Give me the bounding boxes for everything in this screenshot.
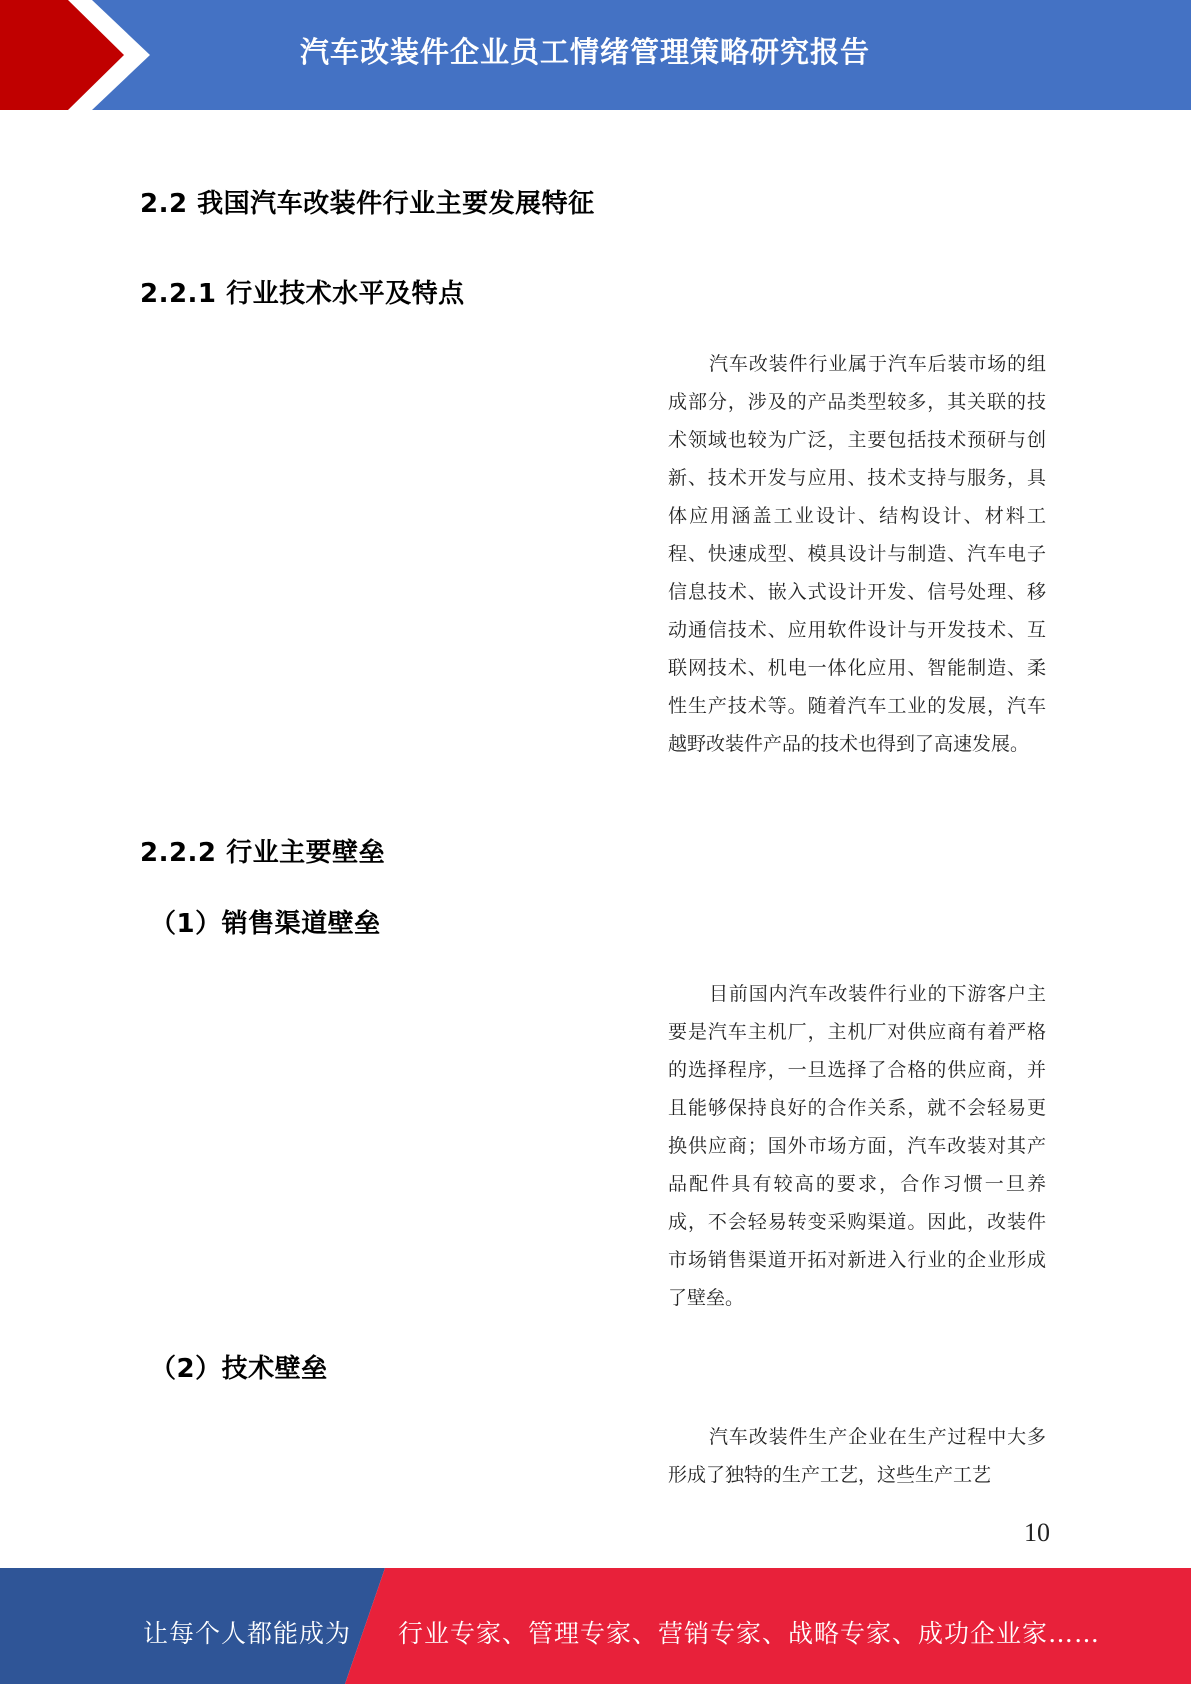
subheading-sales-channel-barrier: （1）销售渠道壁垒 [150, 909, 381, 939]
document-title: 汽车改装件企业员工情绪管理策略研究报告 [300, 35, 871, 69]
header-chevron-icon [0, 0, 160, 110]
page-number: 10 [1024, 1518, 1050, 1547]
footer-band [0, 1568, 1191, 1684]
subheading-technology-barrier: （2）技术壁垒 [150, 1354, 328, 1384]
section-heading-2-2-2: 2.2.2 行业主要壁垒 [140, 838, 386, 868]
footer-slogan-right: 行业专家、管理专家、营销专家、战略专家、成功企业家…… [398, 1619, 1101, 1648]
section-heading-2-2-1: 2.2.1 行业技术水平及特点 [140, 279, 465, 309]
paragraph-sales-channel: 目前国内汽车改装件行业的下游客户主要是汽车主机厂，主机厂对供应商有着严格的选择程序，一旦选择了合格的供应商，并且能够保持良好的合作关系，就不会轻易更换供应商；国外市场方面，汽车改装对其产品配件具有较高的要求，合作习惯一旦养成，不会轻易转变采购渠道。因此，改装件市场销售渠道开拓对新进入行业的企业形成了壁垒。 [668, 983, 1046, 1309]
paragraph-tech-level: 汽车改装件行业属于汽车后装市场的组成部分，涉及的产品类型较多，其关联的技术领域也较为广泛，主要包括技术预研与创新、技术开发与应用、技术支持与服务，具体应用涵盖工业设计、结构设计、材料工程、快速成型、模具设计与制造、汽车电子信息技术、嵌入式设计开发、信号处理、移动通信技术、应用软件设计与开发技术、互联网技术、机电一体化应用、智能制造、柔性生产技术等。随着汽车工业的发展，汽车越野改装件产品的技术也得到了高速发展。 [668, 353, 1046, 755]
footer-slogan-left: 让每个人都能成为 [143, 1619, 352, 1648]
section-heading-2-2: 2.2 我国汽车改装件行业主要发展特征 [140, 189, 595, 219]
paragraph-technology-barrier: 汽车改装件生产企业在生产过程中大多形成了独特的生产工艺，这些生产工艺 [668, 1426, 1046, 1486]
header-band [0, 0, 1191, 110]
